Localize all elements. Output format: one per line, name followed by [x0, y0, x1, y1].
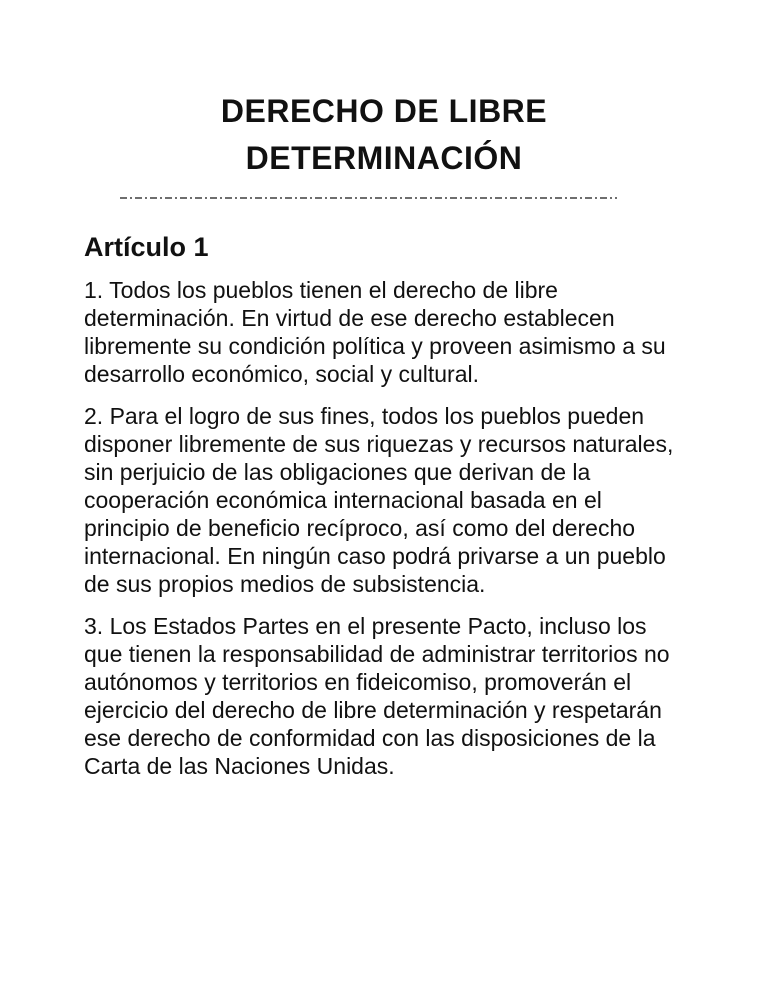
- paragraph-line: de sus propios medios de subsistencia.: [84, 571, 486, 597]
- article-paragraph-1: [84, 276, 684, 388]
- paragraph-line: ese derecho de conformidad con las disposiciones de la: [84, 725, 656, 751]
- paragraph-line: 2. Para el logro de sus fines, todos los pueblos pueden: [84, 403, 645, 429]
- paragraph-line: disponer libremente de sus riquezas y recursos naturales,: [84, 431, 674, 457]
- paragraph-line: Carta de las Naciones Unidas.: [84, 753, 395, 779]
- document-title-line-1: DERECHO DE LIBRE: [220, 93, 548, 129]
- paragraph-line: cooperación económica internacional basada en el: [84, 487, 602, 513]
- article-paragraph-2: [84, 402, 684, 598]
- paragraph-line: 1. Todos los pueblos tienen el derecho de libre: [84, 277, 558, 303]
- paragraph-line: libremente su condición política y proveen asimismo a su: [84, 333, 666, 359]
- document-title-line-2: DETERMINACIÓN: [245, 140, 523, 176]
- paragraph-line: internacional. En ningún caso podrá privarse a un pueblo: [84, 543, 666, 569]
- article-heading: Artículo 1: [84, 232, 209, 262]
- paragraph-line: que tienen la responsabilidad de administrar territorios no: [84, 641, 670, 667]
- paragraph-line: determinación. En virtud de ese derecho establecen: [84, 305, 615, 331]
- paragraph-line: desarrollo económico, social y cultural.: [84, 361, 480, 387]
- paragraph-line: principio de beneficio recíproco, así como del derecho: [84, 515, 636, 541]
- paragraph-line: 3. Los Estados Partes en el presente Pacto, incluso los: [84, 613, 647, 639]
- title-divider: [120, 197, 617, 199]
- paragraph-line: ejercicio del derecho de libre determinación y respetarán: [84, 697, 662, 723]
- article-paragraph-3: [84, 612, 684, 780]
- document-title: [84, 88, 684, 182]
- paragraph-line: autónomos y territorios en fideicomiso, promoverán el: [84, 669, 632, 695]
- paragraph-line: sin perjuicio de las obligaciones que derivan de la: [84, 459, 591, 485]
